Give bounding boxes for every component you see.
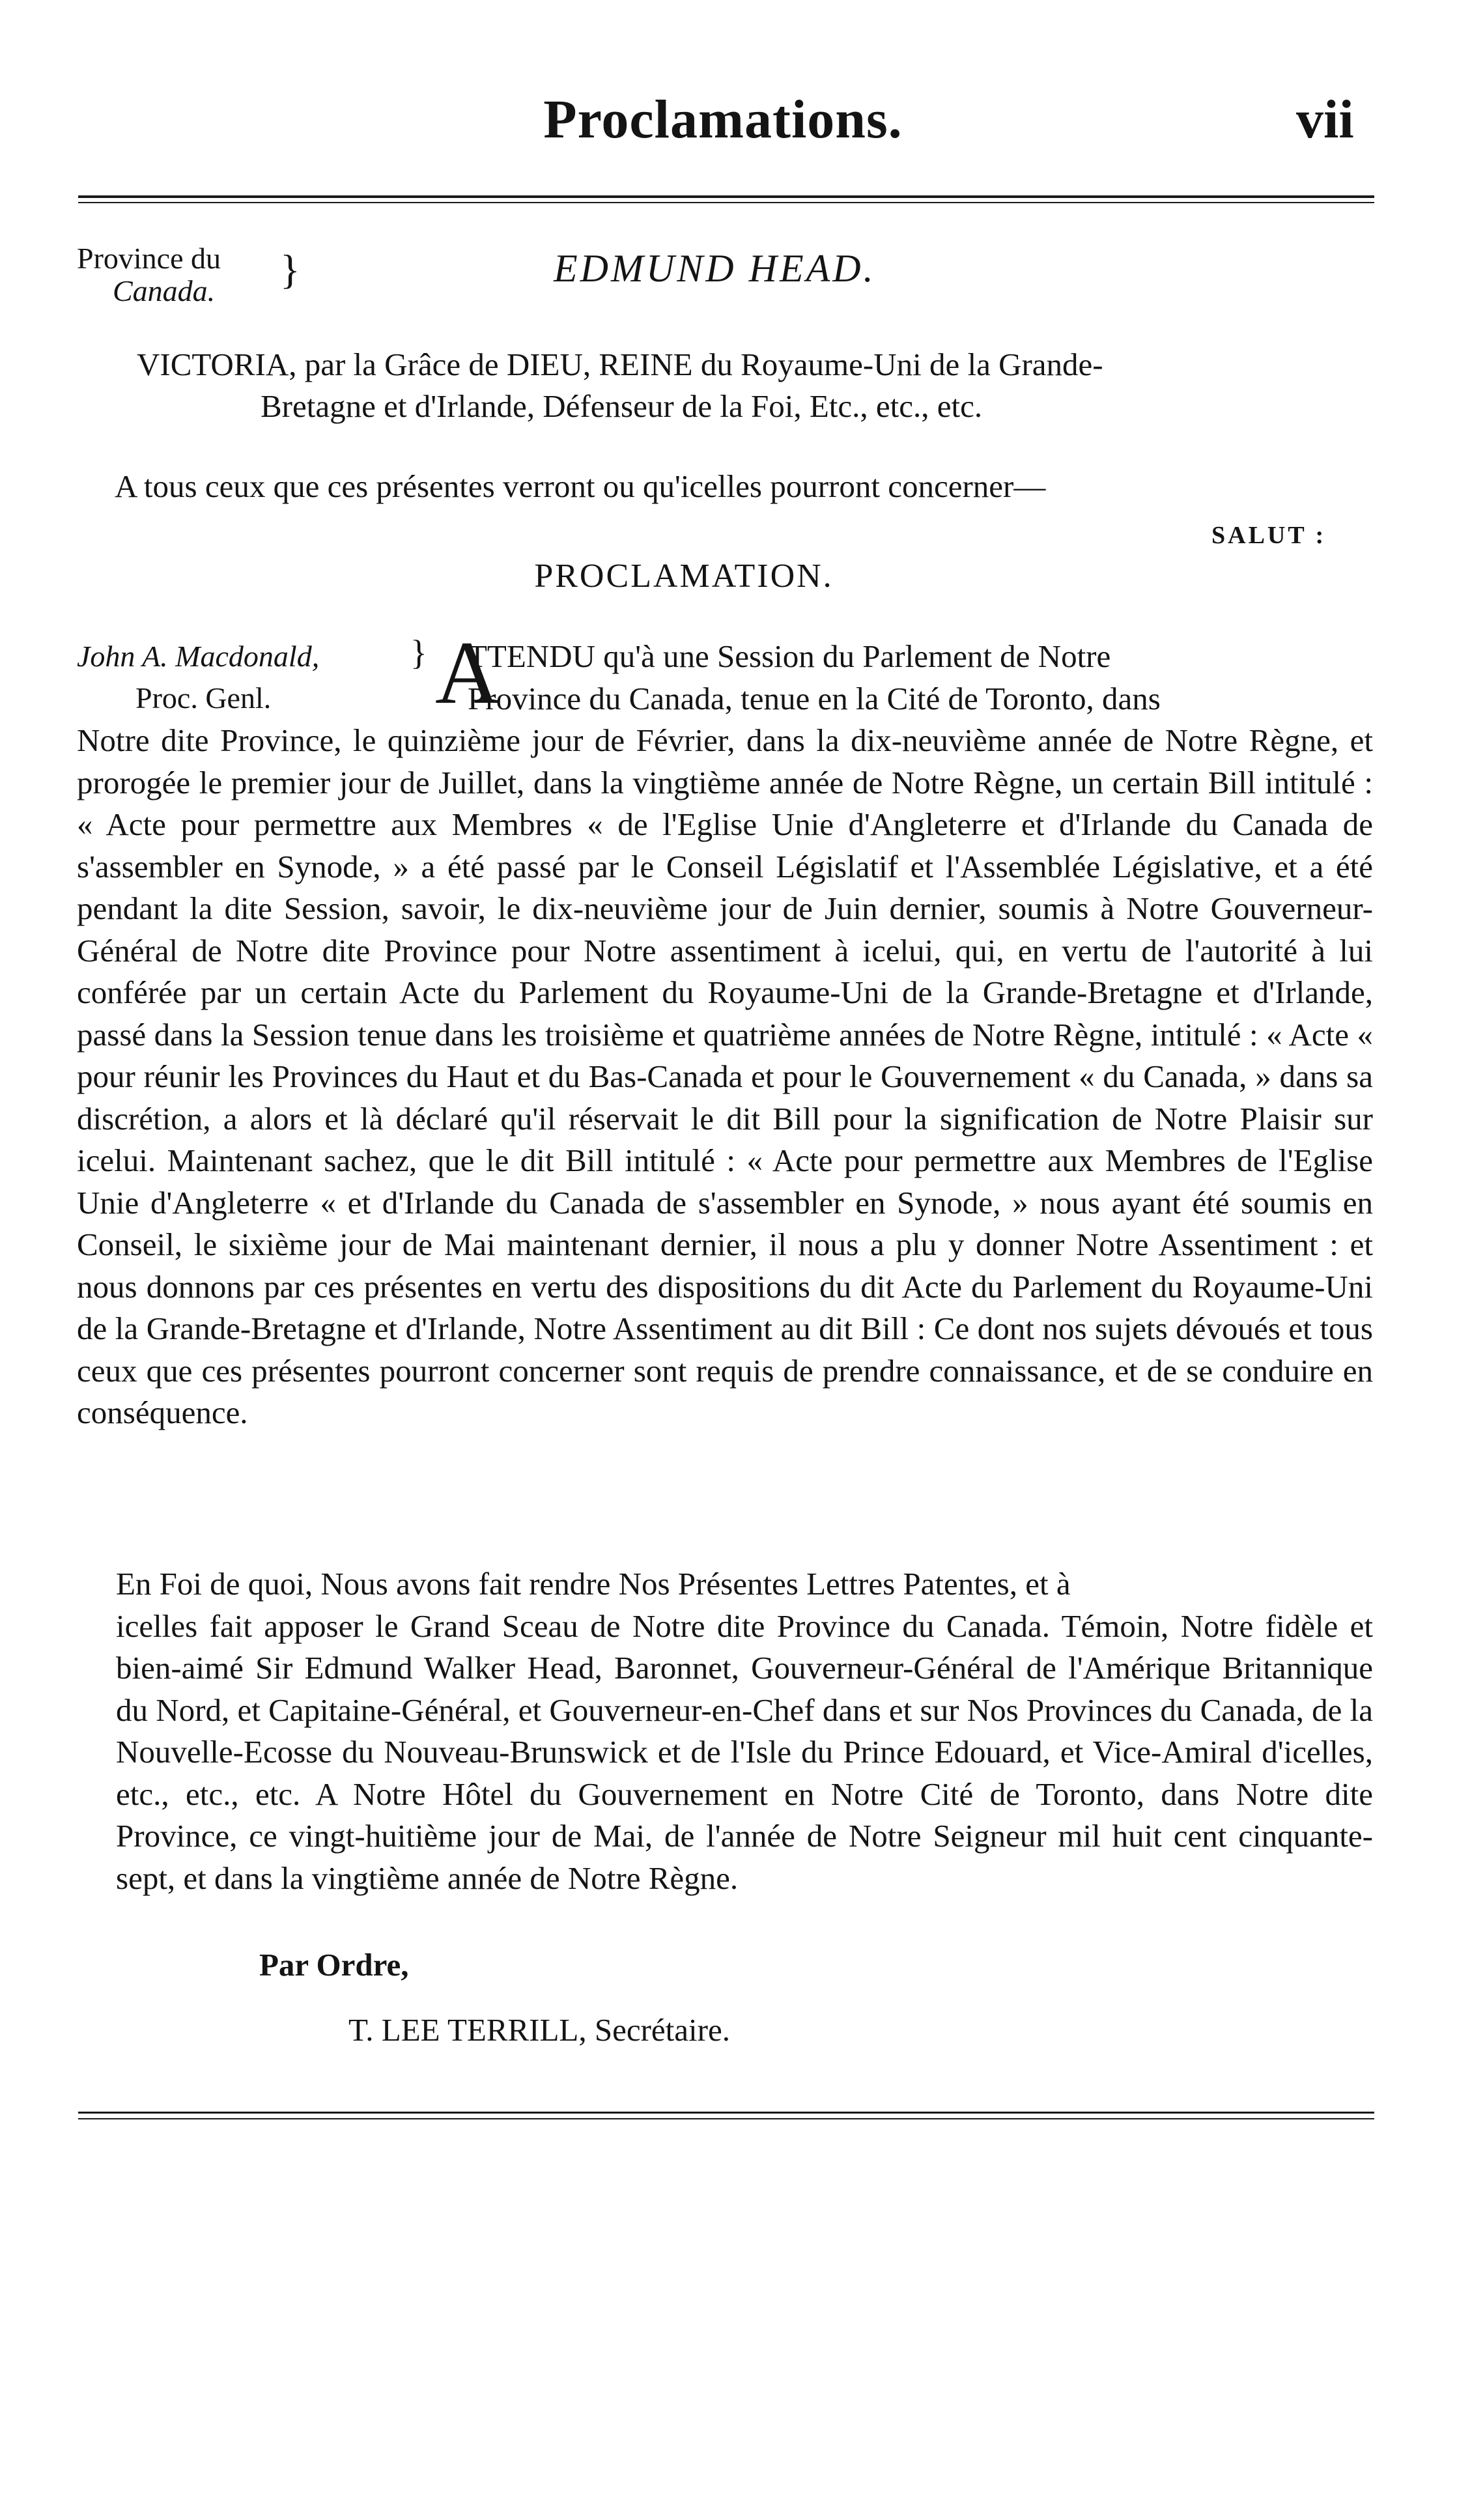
body-line1: TTENDU qu'à une Session du Parlement de Notre [468,638,1111,674]
par-ordre: Par Ordre, [259,1947,409,1983]
attestation-rest: icelles fait apposer le Grand Sceau de Notre dite Province du Canada. Témoin, Notre fidèle et bien-aimé Sir Edmund Walker Head, Baronnet, Gouverneur-Général de l'Amérique Britannique du Nord, et Capitaine-Général, et Gouverneur-en-Chef dans et sur Nos Provinces du Canada, de la Nouvelle-Ecosse du Nouveau-Brunswick et de l'Isle du Prince Edouard, et Vice-Amiral d'icelles, etc., etc., etc. A Notre Hôtel du Gouvernement en Notre Cité de Toronto, dans Notre dite Province, ce vingt-huitième jour de Mai, de l'année de Notre Seigneur mil huit cent cinquante-sept, et dans la vingtième année de Notre Règne. [116,1607,1373,1896]
bottom-rule [78,2112,1374,2114]
body-paragraph: Notre dite Province, le quinzième jour de Février, dans la dix-neuvième année de Notre Règne, et prorogée le premier jour de Juillet, dans la vingtième année de Notre Règne, un certain Bill intitulé : « Acte pour permettre aux Membres « de l'Eglise Unie d'Angleterre et d'Irlande du Canada de s'assembler en Synode, » a été passé par le Conseil Législatif et l'Assemblée Législative, et a été pendant la dite Session, savoir, le dix-neuvième jour de Juin dernier, soumis à Notre Gouverneur-Général de Notre dite Province pour Notre assentiment à icelui, qui, en vertu de l'autorité à lui conférée par un certain Acte du Parlement du Royaume-Uni de la Grande-Bretagne et d'Irlande, passé dans la Session tenue dans les troisième et quatrième années de Notre Règne, intitulé : « Acte « pour réunir les Provinces du Haut et du Bas-Canada et pour le Gouvernement « du Canada, » dans sa discrétion, a alors et là déclaré qu'il réservait le dit Bill pour la signification de Notre Plaisir sur icelui. Maintenant sachez, que le dit Bill intitulé : « Acte pour permettre aux Membres de l'Eglise Unie d'Angleterre « et d'Irlande du Canada de s'assembler en Synode, » nous ayant été soumis en Conseil, le sixième jour de Mai maintenant dernier, il nous a plu y donner Notre Assentiment : et nous donnons par ces présentes en vertu des dispositions du dit Acte du Parlement du Royaume-Uni de la Grande-Bretagne et d'Irlande, Notre Assentiment au dit Bill : Ce dont nos sujets dévoués et tous ceux que ces présentes pourront concerner sont requis de prendre connaissance, et de se conduire en conséquence. [77,722,1373,1430]
signatory-name: John A. Macdonald, [77,640,320,673]
running-title: Proclamations. [543,89,903,150]
province-brace: } [280,246,300,292]
victoria-line2: Bretagne et d'Irlande, Défenseur de la Foi, Etc., etc., etc. [261,388,983,424]
top-rule-thin [78,202,1374,203]
governor-name: EDMUND HEAD. [554,247,876,290]
salut: SALUT : [1211,522,1327,549]
victoria-line1: VICTORIA, par la Grâce de DIEU, REINE du Royaume-Uni de la Grande- [137,347,1103,382]
bottom-rule-thin [78,2118,1374,2119]
page-number: vii [1296,89,1354,150]
drop-cap: A [435,623,500,722]
signatory-title: Proc. Genl. [135,681,272,715]
attestation-first-line: En Foi de quoi, Nous avons fait rendre Nos Présentes Lettres Patentes, et à [116,1566,1071,1602]
province-block [77,242,221,307]
province-line2: Canada. [113,274,216,307]
address-line: A tous ceux que ces présentes verront ou qu'icelles pourront concerner— [115,468,1046,504]
victoria-titles [137,344,1374,427]
province-line1: Province du [77,242,221,275]
body-line2: Province du Canada, tenue en la Cité de Toronto, dans [468,680,1161,716]
proclamation-heading: PROCLAMATION. [534,558,834,595]
signatory-brace: } [410,633,427,672]
top-rule [78,195,1374,198]
attestation-paragraph [77,1563,1373,1899]
secretary-signature: T. LEE TERRILL, Secrétaire. [348,2012,730,2048]
proclamation-body [77,636,1373,1434]
